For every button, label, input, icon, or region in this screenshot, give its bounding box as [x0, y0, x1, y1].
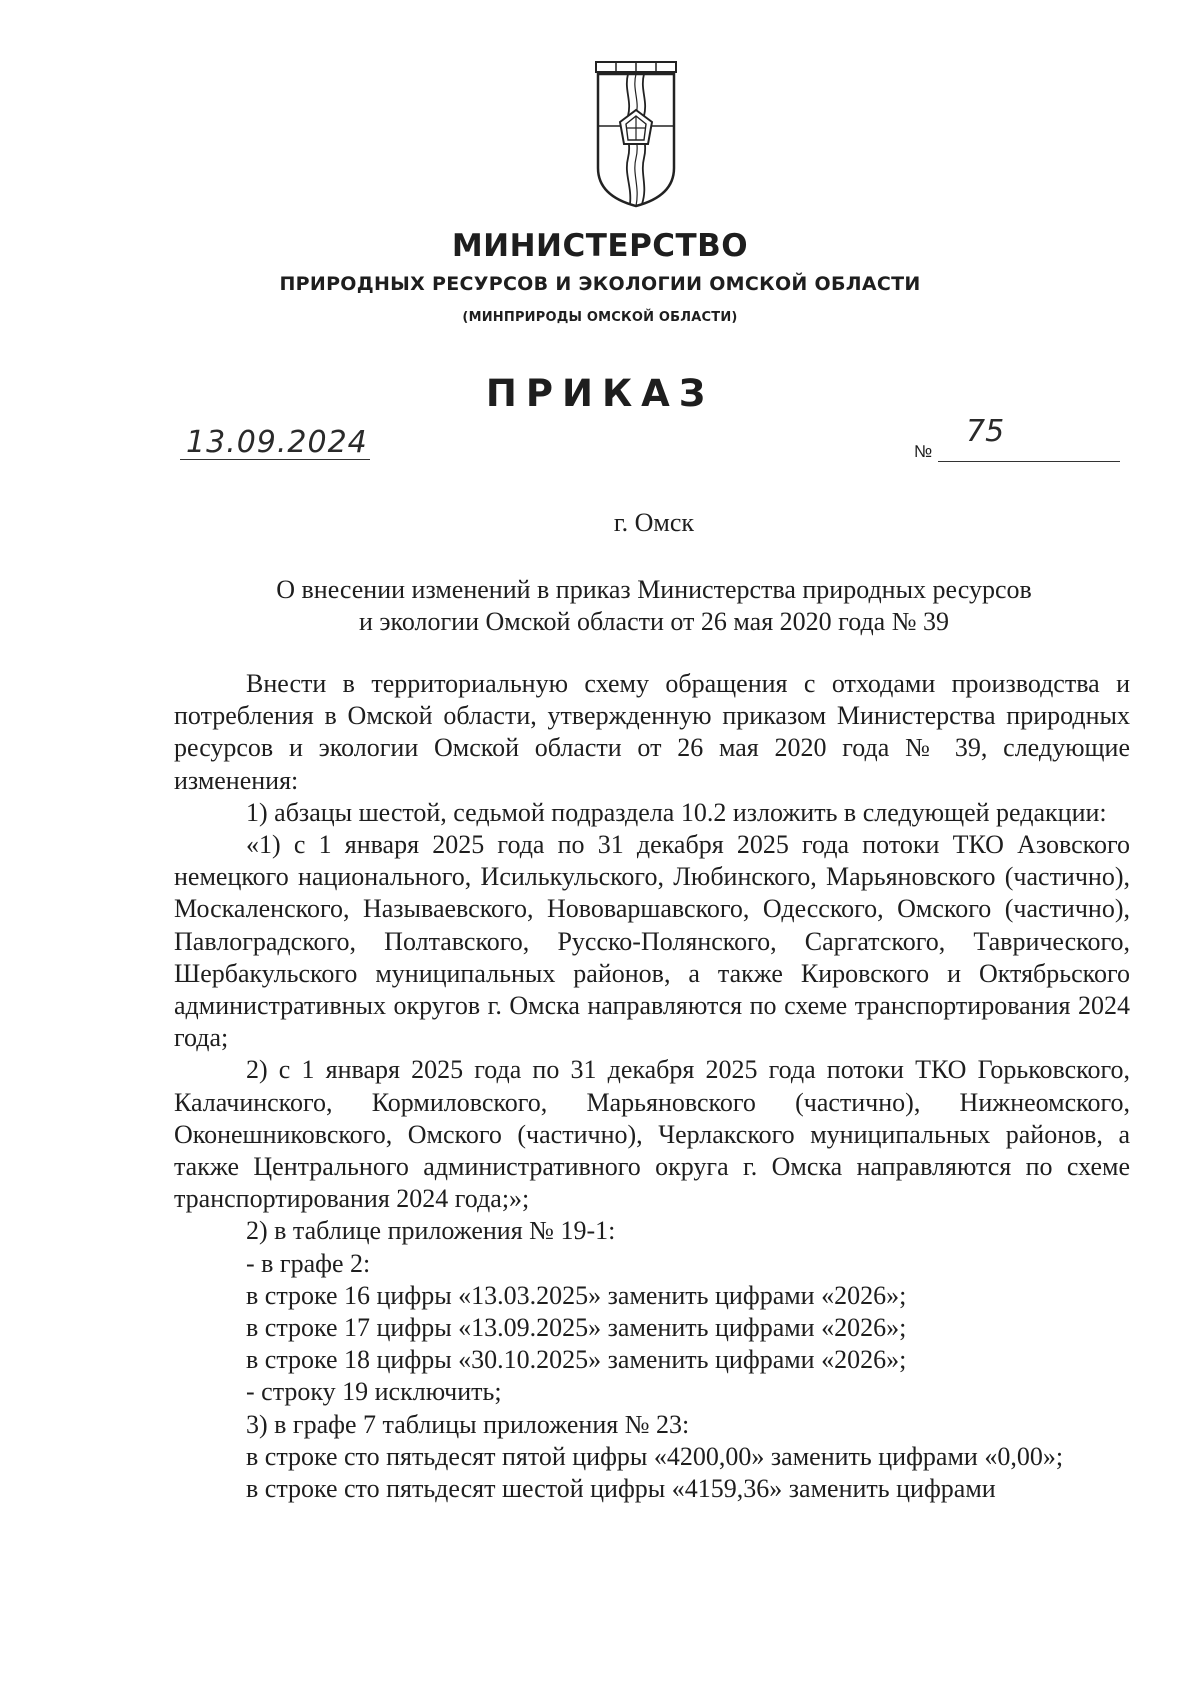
paragraph: Внести в территориальную схему обращения с отходами производства и потребления в Омской области, утвержденную приказом Министерства природных ресурсов и экологии Омской области от 26 мая 2020 года № 39, следующие изменения:	[174, 669, 1130, 795]
paragraph: в строке 18 цифры «30.10.2025» заменить цифрами «2026»;	[246, 1345, 907, 1375]
ministry-subtitle: ПРИРОДНЫХ РЕСУРСОВ И ЭКОЛОГИИ ОМСКОЙ ОБЛАСТИ	[279, 273, 921, 295]
paragraph: в строке сто пятьдесят шестой цифры «4159,36» заменить цифрами	[246, 1474, 996, 1504]
order-subject	[0, 574, 1200, 638]
paragraph: 2) в таблице приложения № 19-1:	[246, 1216, 616, 1246]
paragraph: 3) в графе 7 таблицы приложения № 23:	[246, 1409, 690, 1439]
order-title: ПРИКАЗ	[485, 372, 715, 415]
paragraph: в строке 17 цифры «13.09.2025» заменить цифрами «2026»;	[246, 1313, 907, 1343]
paragraph: 1) абзацы шестой, седьмой подраздела 10.2 изложить в следующей редакции:	[246, 797, 1107, 827]
ministry-title: МИНИСТЕРСТВО	[451, 228, 749, 264]
order-body	[174, 668, 1130, 1505]
ministry-short-name: (МИНПРИРОДЫ ОМСКОЙ ОБЛАСТИ)	[462, 310, 738, 325]
order-number: 75	[966, 414, 1005, 449]
paragraph: в строке 16 цифры «13.03.2025» заменить цифрами «2026»;	[246, 1280, 907, 1310]
number-underline	[938, 461, 1120, 462]
paragraph: - в графе 2:	[246, 1248, 371, 1278]
paragraph: в строке сто пятьдесят пятой цифры «4200,00» заменить цифрами «0,00»;	[246, 1441, 1064, 1471]
city: г. Омск	[613, 508, 695, 537]
paragraph: - строку 19 исключить;	[246, 1377, 502, 1407]
subject-line-2: и экологии Омской области от 26 мая 2020 года № 39	[358, 607, 950, 636]
order-date: 13.09.2024	[186, 425, 368, 460]
paragraph: 2) с 1 января 2025 года по 31 декабря 2025 года потоки ТКО Горьковского, Калачинского, Кормиловского, Марьяновского (частично), Нижнеомского, Оконешниковского, Омского (частично), Черлакского муниципальных районов, а также Центрального административного округа г. Омска направляются по схеме транспортирования 2024 года;»;	[174, 1055, 1130, 1214]
subject-line-1: О внесении изменений в приказ Министерства природных ресурсов	[276, 575, 1032, 604]
order-number-label: №	[914, 442, 933, 461]
paragraph: «1) с 1 января 2025 года по 31 декабря 2025 года потоки ТКО Азовского немецкого национального, Исилькульского, Любинского, Марьяновского (частично), Москаленского, Называевского, Нововаршавского, Одесского, Омского (частично), Павлоградского, Полтавского, Русско-Полянского, Саргатского, Таврического, Шербакульского муниципальных районов, а также Кировского и Октябрьского административных округов г. Омска направляются по схеме транспортирования 2024 года;	[174, 830, 1130, 1053]
date-underline	[180, 459, 370, 460]
coat-of-arms-icon	[594, 60, 678, 208]
